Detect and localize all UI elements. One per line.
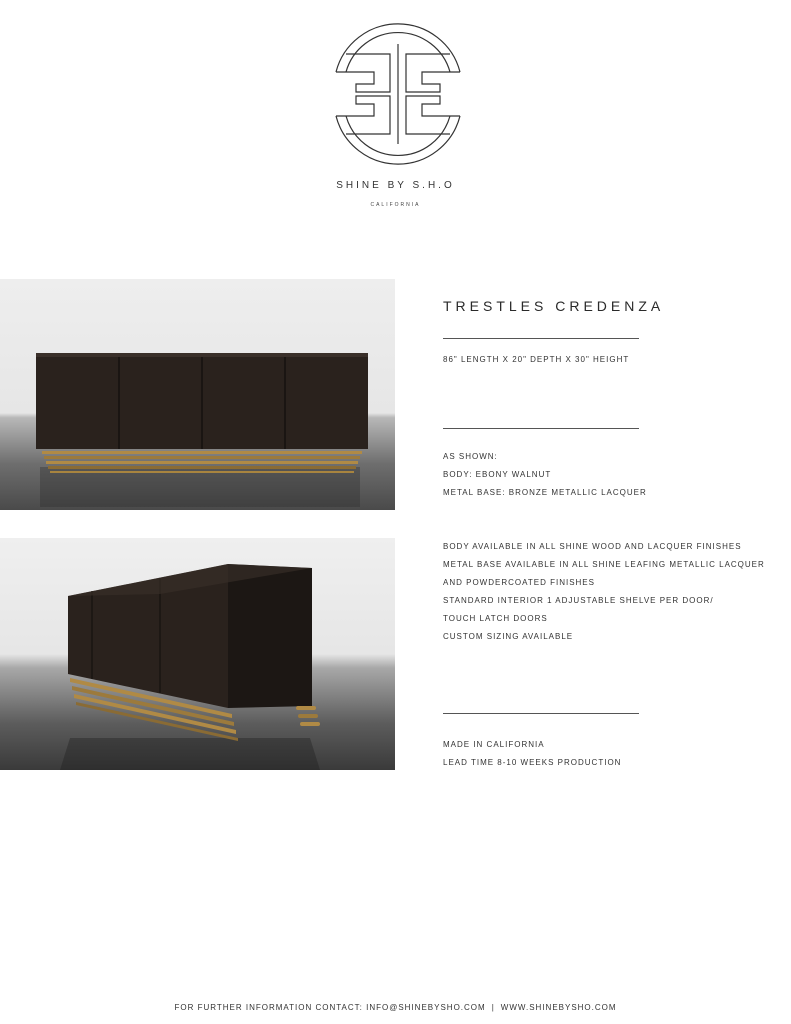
product-title: TRESTLES CREDENZA xyxy=(443,298,665,314)
footer xyxy=(0,1003,791,1012)
footer-contact-link[interactable]: FOR FURTHER INFORMATION CONTACT: INFO@SHINEBYSHO.COM xyxy=(174,1003,486,1012)
option-line: TOUCH LATCH DOORS xyxy=(443,614,548,623)
option-line: METAL BASE AVAILABLE IN ALL SHINE LEAFING METALLIC LACQUER xyxy=(443,560,765,569)
brand-logo-icon xyxy=(318,14,478,174)
product-photo-angle xyxy=(0,538,395,770)
footer-separator: | xyxy=(491,1003,495,1012)
option-line: BODY AVAILABLE IN ALL SHINE WOOD AND LACQUER FINISHES xyxy=(443,542,742,551)
product-photo-front xyxy=(0,279,395,510)
divider xyxy=(443,428,639,429)
footer-website-link[interactable]: WWW.SHINEBYSHO.COM xyxy=(500,1003,617,1012)
divider xyxy=(443,713,639,714)
option-line: STANDARD INTERIOR 1 ADJUSTABLE SHELVE PER DOOR/ xyxy=(443,596,714,605)
brand-name: SHINE BY S.H.O xyxy=(336,180,455,191)
divider xyxy=(443,338,639,339)
option-line: CUSTOM SIZING AVAILABLE xyxy=(443,632,574,641)
made-in: MADE IN CALIFORNIA xyxy=(443,740,545,749)
as-shown-body: BODY: EBONY WALNUT xyxy=(443,470,552,479)
product-dimensions: 86" LENGTH X 20" DEPTH X 30" HEIGHT xyxy=(443,355,630,364)
as-shown-base: METAL BASE: BRONZE METALLIC LACQUER xyxy=(443,488,647,497)
lead-time: LEAD TIME 8-10 WEEKS PRODUCTION xyxy=(443,758,622,767)
as-shown-heading: AS SHOWN: xyxy=(443,452,498,461)
brand-location: CALIFORNIA xyxy=(370,202,421,208)
option-line: AND POWDERCOATED FINISHES xyxy=(443,578,595,587)
